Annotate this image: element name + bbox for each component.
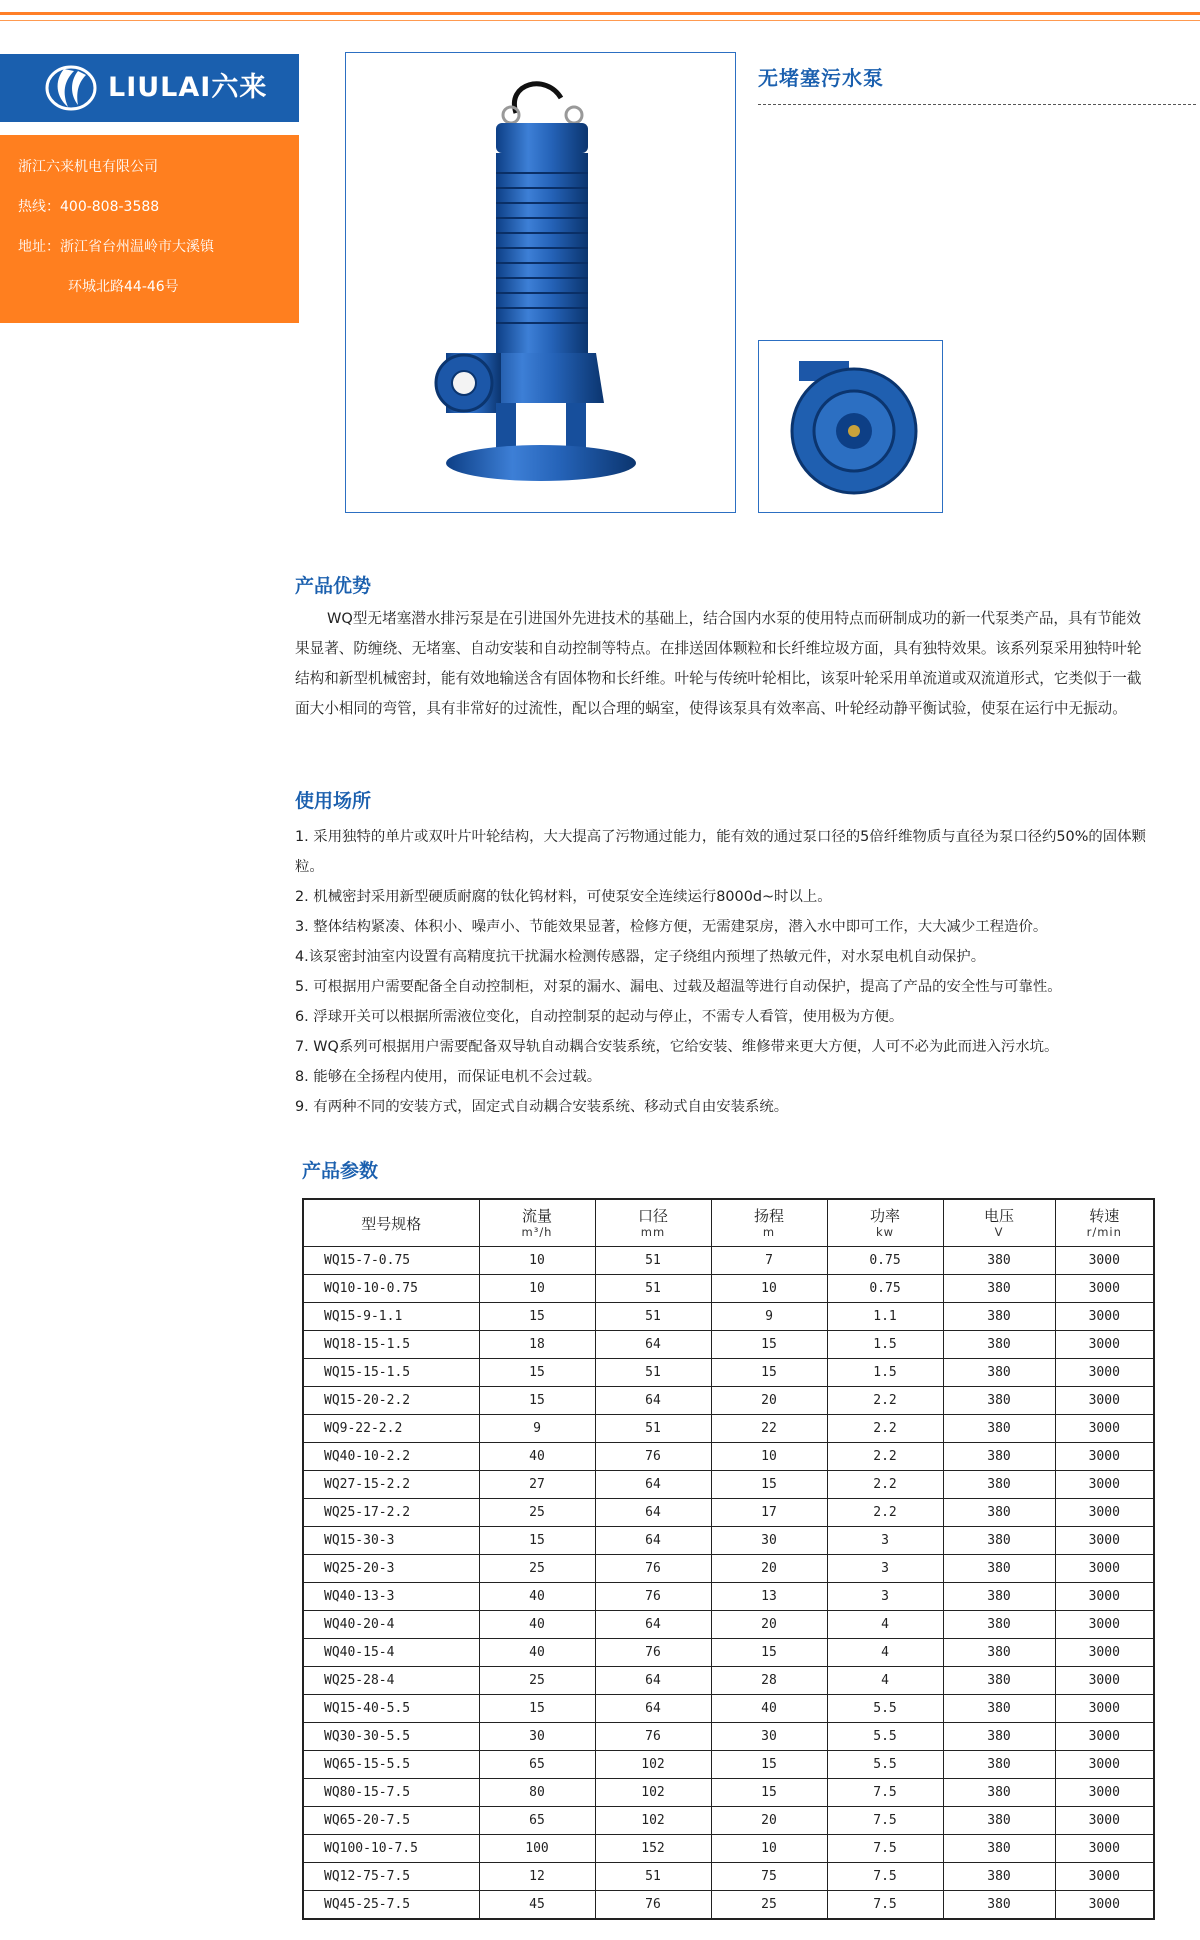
cell-flow: 65 — [479, 1807, 595, 1835]
cell-flow: 15 — [479, 1387, 595, 1415]
cell-speed: 3000 — [1055, 1499, 1154, 1527]
cell-voltage: 380 — [943, 1443, 1055, 1471]
table-row — [303, 1247, 1154, 1275]
cell-flow: 10 — [479, 1247, 595, 1275]
product-title: 无堵塞污水泵 — [758, 66, 884, 90]
cell-speed: 3000 — [1055, 1387, 1154, 1415]
cell-voltage: 380 — [943, 1387, 1055, 1415]
cell-speed: 3000 — [1055, 1443, 1154, 1471]
brand-name: LIULAI六来 — [108, 72, 268, 103]
cell-flow: 40 — [479, 1611, 595, 1639]
cell-model: WQ45-25-7.5 — [303, 1891, 479, 1920]
cell-voltage: 380 — [943, 1639, 1055, 1667]
cell-caliber: 51 — [595, 1415, 711, 1443]
cell-caliber: 51 — [595, 1359, 711, 1387]
cell-head: 30 — [711, 1723, 827, 1751]
cell-head: 9 — [711, 1303, 827, 1331]
cell-head: 75 — [711, 1863, 827, 1891]
header-power — [827, 1199, 943, 1247]
cell-caliber: 64 — [595, 1331, 711, 1359]
cell-voltage: 380 — [943, 1247, 1055, 1275]
cell-voltage: 380 — [943, 1863, 1055, 1891]
table-row — [303, 1807, 1154, 1835]
cell-head: 7 — [711, 1247, 827, 1275]
cell-head: 40 — [711, 1695, 827, 1723]
cell-voltage: 380 — [943, 1499, 1055, 1527]
header-power-label: 功率 — [869, 1207, 900, 1225]
company-name: 浙江六来机电有限公司 — [18, 159, 158, 175]
cell-voltage: 380 — [943, 1527, 1055, 1555]
usage-item-4: 4.该泵密封油室内设置有高精度抗干扰漏水检测传感器，定子绕组内预埋了热敏元件，对水泵电机自动保护。 — [295, 949, 986, 965]
cell-model: WQ15-30-3 — [303, 1527, 479, 1555]
cell-flow: 15 — [479, 1303, 595, 1331]
cell-speed: 3000 — [1055, 1695, 1154, 1723]
cell-flow: 12 — [479, 1863, 595, 1891]
table-row — [303, 1835, 1154, 1863]
cell-caliber: 64 — [595, 1499, 711, 1527]
table-row — [303, 1863, 1154, 1891]
pump-impeller-illustration — [759, 341, 942, 512]
address-line-1: 地址：浙江省台州温岭市大溪镇 — [18, 239, 214, 255]
brand-header — [0, 54, 299, 122]
params-header-row — [303, 1199, 1154, 1247]
cell-model: WQ18-15-1.5 — [303, 1331, 479, 1359]
cell-caliber: 64 — [595, 1527, 711, 1555]
cell-model: WQ9-22-2.2 — [303, 1415, 479, 1443]
cell-model: WQ65-15-5.5 — [303, 1751, 479, 1779]
cell-voltage: 380 — [943, 1359, 1055, 1387]
cell-speed: 3000 — [1055, 1807, 1154, 1835]
cell-speed: 3000 — [1055, 1359, 1154, 1387]
usage-item-5: 5. 可根据用户需要配备全自动控制柜，对泵的漏水、漏电、过载及超温等进行自动保护，提高了产品的安全性与可靠性。 — [295, 979, 1062, 995]
cell-caliber: 102 — [595, 1779, 711, 1807]
cell-head: 15 — [711, 1331, 827, 1359]
cell-speed: 3000 — [1055, 1891, 1154, 1920]
cell-voltage: 380 — [943, 1751, 1055, 1779]
cell-head: 17 — [711, 1499, 827, 1527]
header-voltage — [943, 1199, 1055, 1247]
header-flow-unit: m³/h — [521, 1225, 553, 1239]
cell-voltage: 380 — [943, 1779, 1055, 1807]
cell-head: 20 — [711, 1387, 827, 1415]
cell-model: WQ12-75-7.5 — [303, 1863, 479, 1891]
cell-power: 3 — [827, 1555, 943, 1583]
cell-power: 2.2 — [827, 1443, 943, 1471]
cell-model: WQ25-17-2.2 — [303, 1499, 479, 1527]
cell-model: WQ100-10-7.5 — [303, 1835, 479, 1863]
table-row — [303, 1499, 1154, 1527]
cell-flow: 27 — [479, 1471, 595, 1499]
cell-head: 25 — [711, 1891, 827, 1920]
cell-speed: 3000 — [1055, 1415, 1154, 1443]
table-row — [303, 1583, 1154, 1611]
cell-head: 10 — [711, 1835, 827, 1863]
cell-caliber: 64 — [595, 1695, 711, 1723]
cell-speed: 3000 — [1055, 1835, 1154, 1863]
cell-power: 5.5 — [827, 1723, 943, 1751]
cell-power: 7.5 — [827, 1863, 943, 1891]
cell-voltage: 380 — [943, 1331, 1055, 1359]
cell-power: 3 — [827, 1583, 943, 1611]
cell-head: 22 — [711, 1415, 827, 1443]
cell-caliber: 76 — [595, 1891, 711, 1920]
cell-flow: 40 — [479, 1583, 595, 1611]
header-head — [711, 1199, 827, 1247]
hotline: 热线：400-808-3588 — [18, 199, 160, 215]
cell-caliber: 76 — [595, 1583, 711, 1611]
table-row — [303, 1471, 1154, 1499]
table-row — [303, 1555, 1154, 1583]
cell-model: WQ10-10-0.75 — [303, 1275, 479, 1303]
cell-head: 10 — [711, 1443, 827, 1471]
header-flow-label: 流量 — [521, 1207, 552, 1225]
table-row — [303, 1667, 1154, 1695]
cell-speed: 3000 — [1055, 1723, 1154, 1751]
params-table-body — [303, 1247, 1154, 1920]
cell-flow: 9 — [479, 1415, 595, 1443]
cell-caliber: 102 — [595, 1751, 711, 1779]
submersible-pump-illustration — [346, 53, 735, 512]
cell-caliber: 76 — [595, 1443, 711, 1471]
cell-power: 2.2 — [827, 1471, 943, 1499]
cell-flow: 10 — [479, 1275, 595, 1303]
table-row — [303, 1611, 1154, 1639]
cell-voltage: 380 — [943, 1723, 1055, 1751]
table-row — [303, 1695, 1154, 1723]
cell-model: WQ30-30-5.5 — [303, 1723, 479, 1751]
cell-head: 15 — [711, 1639, 827, 1667]
table-row — [303, 1639, 1154, 1667]
cell-head: 20 — [711, 1807, 827, 1835]
header-speed-unit: r/min — [1086, 1225, 1122, 1239]
cell-head: 15 — [711, 1751, 827, 1779]
cell-voltage: 380 — [943, 1303, 1055, 1331]
cell-power: 4 — [827, 1611, 943, 1639]
cell-power: 7.5 — [827, 1891, 943, 1920]
cell-voltage: 380 — [943, 1611, 1055, 1639]
cell-flow: 65 — [479, 1751, 595, 1779]
header-speed — [1055, 1199, 1154, 1247]
cell-power: 5.5 — [827, 1751, 943, 1779]
cell-head: 20 — [711, 1611, 827, 1639]
cell-flow: 30 — [479, 1723, 595, 1751]
cell-voltage: 380 — [943, 1695, 1055, 1723]
cell-voltage: 380 — [943, 1583, 1055, 1611]
cell-flow: 25 — [479, 1499, 595, 1527]
cell-model: WQ65-20-7.5 — [303, 1807, 479, 1835]
usage-item-2: 2. 机械密封采用新型硬质耐腐的钛化钨材料，可使泵安全连续运行8000d~时以上。 — [295, 889, 832, 905]
cell-speed: 3000 — [1055, 1751, 1154, 1779]
cell-caliber: 64 — [595, 1611, 711, 1639]
cell-flow: 25 — [479, 1667, 595, 1695]
cell-speed: 3000 — [1055, 1667, 1154, 1695]
cell-speed: 3000 — [1055, 1583, 1154, 1611]
cell-power: 4 — [827, 1667, 943, 1695]
address-line-2: 环城北路44-46号 — [68, 279, 179, 295]
cell-model: WQ80-15-7.5 — [303, 1779, 479, 1807]
cell-voltage: 380 — [943, 1807, 1055, 1835]
cell-head: 15 — [711, 1779, 827, 1807]
cell-flow: 45 — [479, 1891, 595, 1920]
cell-power: 4 — [827, 1639, 943, 1667]
cell-voltage: 380 — [943, 1835, 1055, 1863]
cell-power: 0.75 — [827, 1247, 943, 1275]
cell-model: WQ40-10-2.2 — [303, 1443, 479, 1471]
cell-caliber: 64 — [595, 1667, 711, 1695]
cell-power: 2.2 — [827, 1499, 943, 1527]
header-model — [303, 1199, 479, 1247]
cell-voltage: 380 — [943, 1891, 1055, 1920]
cell-caliber: 152 — [595, 1835, 711, 1863]
impeller-view-image — [758, 340, 943, 513]
section-heading-advantages: 产品优势 — [295, 575, 372, 597]
cell-caliber: 51 — [595, 1303, 711, 1331]
section-heading-params: 产品参数 — [302, 1160, 379, 1182]
table-row — [303, 1443, 1154, 1471]
cell-caliber: 51 — [595, 1863, 711, 1891]
cell-power: 5.5 — [827, 1695, 943, 1723]
cell-flow: 25 — [479, 1555, 595, 1583]
cell-speed: 3000 — [1055, 1247, 1154, 1275]
cell-speed: 3000 — [1055, 1863, 1154, 1891]
table-row — [303, 1779, 1154, 1807]
cell-power: 2.2 — [827, 1415, 943, 1443]
cell-caliber: 64 — [595, 1471, 711, 1499]
params-table — [302, 1198, 1155, 1920]
cell-caliber: 76 — [595, 1723, 711, 1751]
cell-caliber: 76 — [595, 1639, 711, 1667]
cell-flow: 15 — [479, 1359, 595, 1387]
cell-power: 1.5 — [827, 1331, 943, 1359]
header-flow — [479, 1199, 595, 1247]
cell-power: 7.5 — [827, 1807, 943, 1835]
cell-model: WQ15-20-2.2 — [303, 1387, 479, 1415]
top-accent-line-thin — [0, 20, 1200, 21]
cell-voltage: 380 — [943, 1415, 1055, 1443]
cell-model: WQ25-28-4 — [303, 1667, 479, 1695]
cell-flow: 15 — [479, 1527, 595, 1555]
cell-model: WQ15-7-0.75 — [303, 1247, 479, 1275]
cell-voltage: 380 — [943, 1471, 1055, 1499]
cell-caliber: 51 — [595, 1247, 711, 1275]
brand-logo-icon — [44, 63, 98, 113]
cell-head: 20 — [711, 1555, 827, 1583]
usage-item-9: 9. 有两种不同的安装方式，固定式自动耦合安装系统、移动式自由安装系统。 — [295, 1099, 789, 1115]
cell-power: 7.5 — [827, 1835, 943, 1863]
cell-model: WQ40-20-4 — [303, 1611, 479, 1639]
header-speed-label: 转速 — [1089, 1207, 1120, 1225]
cell-model: WQ40-13-3 — [303, 1583, 479, 1611]
cell-model: WQ15-15-1.5 — [303, 1359, 479, 1387]
cell-model: WQ40-15-4 — [303, 1639, 479, 1667]
header-caliber-unit: mm — [640, 1225, 666, 1239]
cell-power: 2.2 — [827, 1387, 943, 1415]
cell-head: 15 — [711, 1359, 827, 1387]
table-row — [303, 1303, 1154, 1331]
header-voltage-label: 电压 — [983, 1207, 1014, 1225]
cell-head: 30 — [711, 1527, 827, 1555]
header-voltage-unit: V — [994, 1225, 1004, 1239]
cell-power: 1.5 — [827, 1359, 943, 1387]
cell-flow: 18 — [479, 1331, 595, 1359]
product-main-image — [345, 52, 736, 513]
table-row — [303, 1415, 1154, 1443]
cell-power: 0.75 — [827, 1275, 943, 1303]
table-row — [303, 1891, 1154, 1920]
cell-speed: 3000 — [1055, 1779, 1154, 1807]
cell-head: 15 — [711, 1471, 827, 1499]
contact-panel — [0, 135, 299, 323]
cell-speed: 3000 — [1055, 1639, 1154, 1667]
section-heading-usage: 使用场所 — [295, 790, 372, 812]
cell-caliber: 76 — [595, 1555, 711, 1583]
header-head-label: 扬程 — [753, 1207, 784, 1225]
cell-speed: 3000 — [1055, 1331, 1154, 1359]
usage-item-6: 6. 浮球开关可以根据所需液位变化，自动控制泵的起动与停止，不需专人看管，使用极为方便。 — [295, 1009, 904, 1025]
cell-power: 7.5 — [827, 1779, 943, 1807]
cell-flow: 15 — [479, 1695, 595, 1723]
cell-model: WQ15-9-1.1 — [303, 1303, 479, 1331]
table-row — [303, 1359, 1154, 1387]
cell-flow: 100 — [479, 1835, 595, 1863]
header-caliber-label: 口径 — [637, 1207, 668, 1225]
usage-item-8: 8. 能够在全扬程内使用，而保证电机不会过载。 — [295, 1069, 602, 1085]
title-divider — [758, 104, 1196, 105]
usage-item-3: 3. 整体结构紧凑、体积小、噪声小、节能效果显著，检修方便，无需建泵房，潜入水中即可工作，大大减少工程造价。 — [295, 919, 1048, 935]
cell-power: 1.1 — [827, 1303, 943, 1331]
advantages-paragraph: WQ型无堵塞潜水排污泵是在引进国外先进技术的基础上，结合国内水泵的使用特点而研制成功的新一代泵类产品，具有节能效果显著、防缠绕、无堵塞、自动安装和自动控制等特点。在排送固体颗粒和长纤维垃圾方面，具有独特效果。该系列泵采用独特叶轮结构和新型机械密封，能有效地输送含有固体物和长纤维。叶轮与传统叶轮相比，该泵叶轮采用单流道或双流道形式，它类似于一截面大小相同的弯管，具有非常好的过流性，配以合理的蜗室，使得该泵具有效率高、叶轮经动静平衡试验，使泵在运行中无振动。 — [295, 610, 1142, 717]
cell-voltage: 380 — [943, 1275, 1055, 1303]
header-head-unit: m — [762, 1225, 776, 1239]
cell-model: WQ15-40-5.5 — [303, 1695, 479, 1723]
table-row — [303, 1527, 1154, 1555]
cell-speed: 3000 — [1055, 1611, 1154, 1639]
header-caliber — [595, 1199, 711, 1247]
cell-speed: 3000 — [1055, 1303, 1154, 1331]
cell-head: 28 — [711, 1667, 827, 1695]
table-row — [303, 1723, 1154, 1751]
cell-model: WQ27-15-2.2 — [303, 1471, 479, 1499]
usage-item-1: 1. 采用独特的单片或双叶片叶轮结构，大大提高了污物通过能力，能有效的通过泵口径的5倍纤维物质与直径为泵口径约50%的固体颗粒。 — [295, 829, 1146, 875]
header-power-unit: kw — [875, 1225, 895, 1239]
cell-voltage: 380 — [943, 1555, 1055, 1583]
header-model-label: 型号规格 — [361, 1214, 422, 1233]
cell-model: WQ25-20-3 — [303, 1555, 479, 1583]
cell-speed: 3000 — [1055, 1527, 1154, 1555]
cell-speed: 3000 — [1055, 1275, 1154, 1303]
cell-power: 3 — [827, 1527, 943, 1555]
cell-head: 10 — [711, 1275, 827, 1303]
cell-flow: 40 — [479, 1639, 595, 1667]
usage-item-7: 7. WQ系列可根据用户需要配备双导轨自动耦合安装系统，它给安装、维修带来更大方便，人可不必为此而进入污水坑。 — [295, 1039, 1059, 1055]
cell-caliber: 64 — [595, 1387, 711, 1415]
cell-flow: 80 — [479, 1779, 595, 1807]
table-row — [303, 1387, 1154, 1415]
table-row — [303, 1275, 1154, 1303]
top-accent-line — [0, 12, 1200, 15]
cell-speed: 3000 — [1055, 1555, 1154, 1583]
cell-caliber: 102 — [595, 1807, 711, 1835]
cell-head: 13 — [711, 1583, 827, 1611]
cell-speed: 3000 — [1055, 1471, 1154, 1499]
table-row — [303, 1331, 1154, 1359]
table-row — [303, 1751, 1154, 1779]
cell-caliber: 51 — [595, 1275, 711, 1303]
cell-voltage: 380 — [943, 1667, 1055, 1695]
usage-list — [295, 822, 1200, 1122]
cell-flow: 40 — [479, 1443, 595, 1471]
